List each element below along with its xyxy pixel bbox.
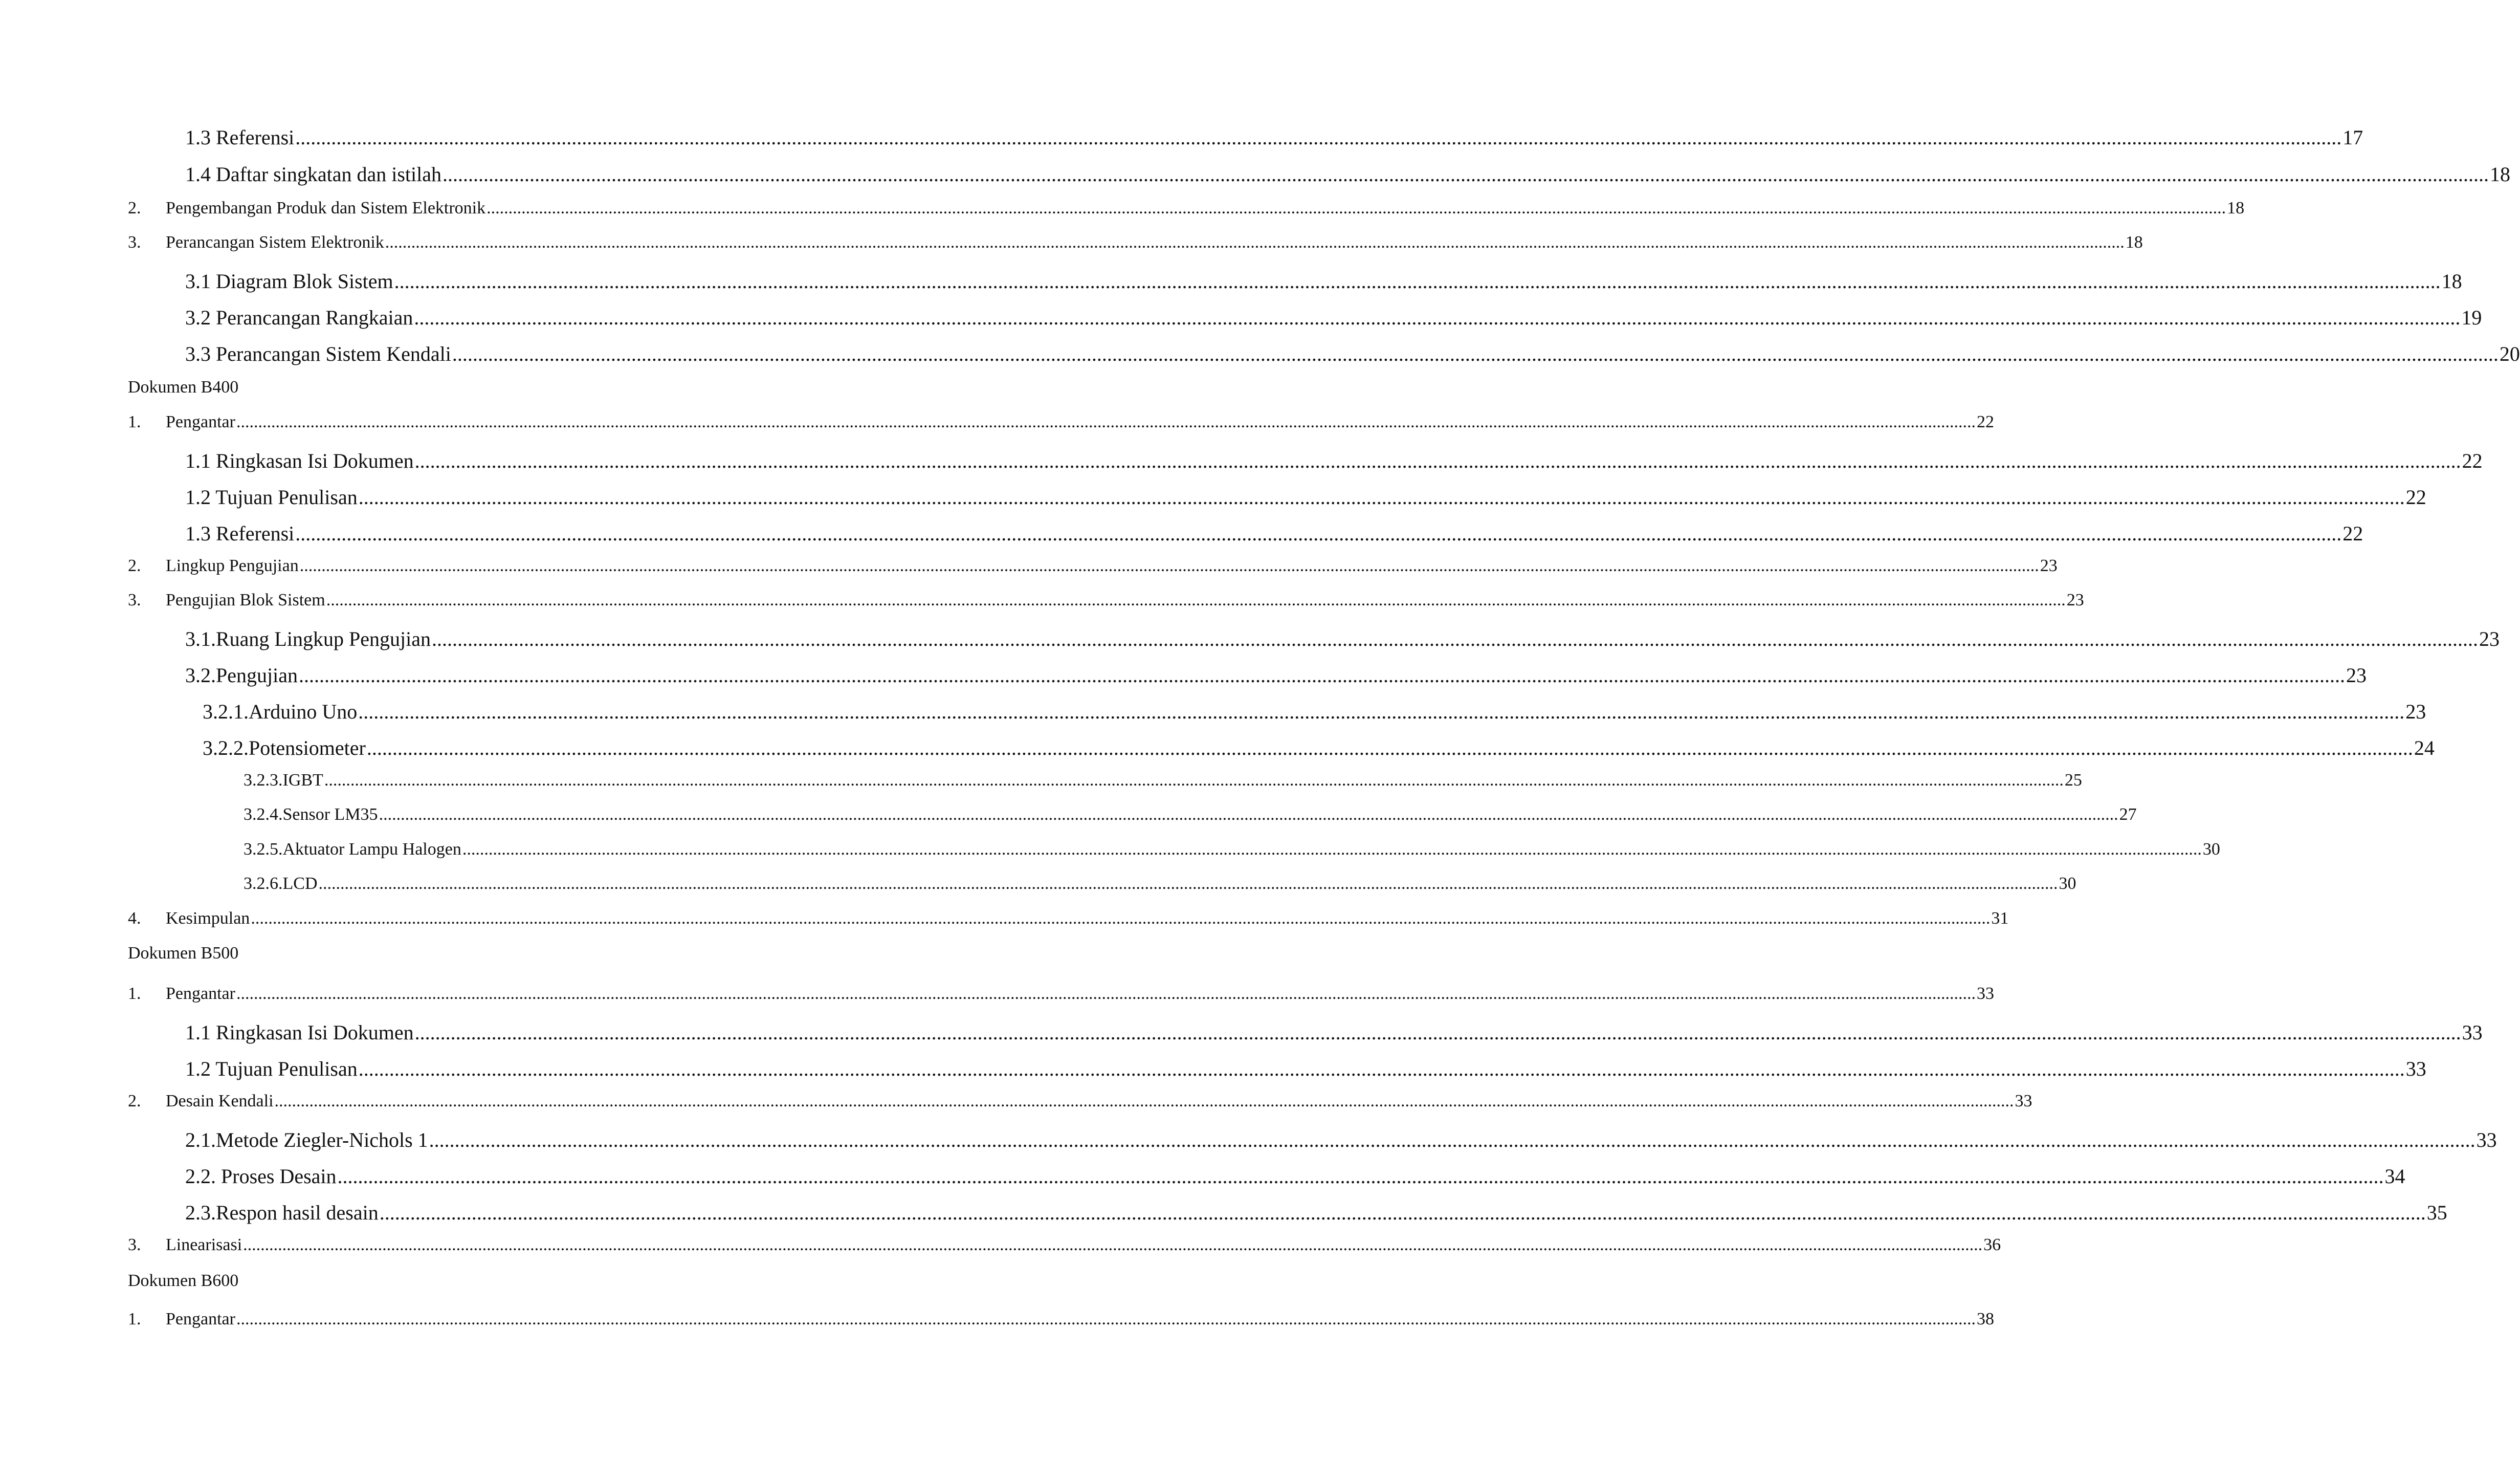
toc-entry-number: 3. [128, 233, 141, 252]
toc-entry-page-number: 34 [2384, 1165, 2405, 1188]
toc-entry-title: 3.2.5.Aktuator Lampu Halogen [244, 840, 461, 859]
dot-leader: ................................................................................................................................................................................................................................................................................................................................................................................................................ [243, 1235, 1983, 1254]
toc-entry-title: 1.2 Tujuan Penulisan [185, 486, 358, 509]
dot-leader: ................................................................................................................................................................................................................................................................................................................................................................................................................ [414, 449, 2461, 472]
dot-leader: ................................................................................................................................................................................................................................................................................................................................................................................................................ [366, 736, 2413, 759]
toc-entry[interactable] [0, 1235, 2001, 1255]
dot-leader: ................................................................................................................................................................................................................................................................................................................................................................................................................ [394, 270, 2441, 293]
toc-entry-page-number: 18 [2489, 163, 2510, 186]
toc-entry-title: 1.1 Ringkasan Isi Dokumen [185, 449, 414, 472]
toc-entry-number: 4. [128, 909, 141, 928]
dot-leader: ................................................................................................................................................................................................................................................................................................................................................................................................................ [274, 1092, 2014, 1110]
dot-leader: ................................................................................................................................................................................................................................................................................................................................................................................................................ [358, 486, 2405, 509]
toc-entry-page-number: 18 [2227, 199, 2245, 217]
dot-leader: ................................................................................................................................................................................................................................................................................................................................................................................................................ [414, 306, 2461, 329]
dot-leader: ................................................................................................................................................................................................................................................................................................................................................................................................................ [295, 126, 2342, 149]
toc-entry-title: 2.2. Proses Desain [185, 1165, 337, 1188]
toc-entry[interactable] [0, 162, 2510, 186]
toc-entry[interactable] [0, 874, 2076, 893]
toc-entry-page-number: 23 [2479, 627, 2500, 650]
toc-entry[interactable] [0, 771, 2082, 790]
toc-entry-title: Desain Kendali [166, 1092, 274, 1110]
toc-entry[interactable] [0, 1020, 2483, 1044]
toc-entry-title: 3.2.1.Arduino Uno [203, 700, 358, 723]
toc-entry-number: 1. [128, 984, 141, 1003]
toc-entry-title: Pengantar [166, 1310, 235, 1328]
toc-entry-page-number: 22 [2462, 449, 2483, 472]
toc-entry[interactable] [0, 306, 2482, 330]
toc-entry-title: 3.2.4.Sensor LM35 [244, 805, 378, 824]
toc-entry-page-number: 23 [2066, 591, 2084, 609]
toc-entry-title: 1.1 Ringkasan Isi Dokumen [185, 1021, 414, 1044]
dot-leader: ................................................................................................................................................................................................................................................................................................................................................................................................................ [452, 342, 2499, 365]
toc-entry[interactable] [0, 1092, 2032, 1111]
toc-entry[interactable] [0, 1057, 2426, 1081]
toc-entry-title: Lingkup Pengujian [166, 556, 299, 575]
toc-entry-title: Pengujian Blok Sistem [166, 591, 325, 609]
toc-entry-title: 3.2.6.LCD [244, 874, 318, 893]
toc-entry[interactable] [0, 840, 2220, 859]
toc-entry-title: 2.3.Respon hasil desain [185, 1201, 379, 1224]
toc-entry-page-number: 23 [2405, 700, 2426, 723]
toc-entry-page-number: 18 [2125, 233, 2143, 252]
toc-entry[interactable] [0, 909, 2009, 928]
dot-leader: ................................................................................................................................................................................................................................................................................................................................................................................................................ [462, 840, 2202, 859]
toc-entry-page-number: 36 [1983, 1235, 2001, 1254]
toc-entry-page-number: 35 [2426, 1201, 2447, 1224]
toc-entry-title: Pengembangan Produk dan Sistem Elektronik [166, 199, 486, 217]
toc-entry-title: 1.3 Referensi [185, 522, 295, 545]
dot-leader: ................................................................................................................................................................................................................................................................................................................................................................................................................ [337, 1165, 2384, 1188]
toc-entry-page-number: 33 [2405, 1057, 2426, 1080]
toc-section-heading: Dokumen B400 [128, 378, 239, 397]
toc-entry[interactable] [0, 269, 2462, 293]
toc-entry-page-number: 24 [2414, 736, 2435, 759]
toc-entry-page-number: 22 [2342, 522, 2363, 545]
toc-entry-title: 3.1 Diagram Blok Sistem [185, 270, 393, 293]
toc-entry[interactable] [0, 984, 1994, 1004]
toc-entry-page-number: 27 [2119, 805, 2137, 824]
dot-leader: ................................................................................................................................................................................................................................................................................................................................................................................................................ [236, 984, 1976, 1003]
dot-leader: ................................................................................................................................................................................................................................................................................................................................................................................................................ [442, 163, 2489, 186]
dot-leader: ................................................................................................................................................................................................................................................................................................................................................................................................................ [358, 700, 2405, 723]
toc-entry-title: 3.2.2.Potensiometer [203, 736, 366, 759]
toc-entry-page-number: 33 [1976, 984, 1994, 1003]
toc-entry-page-number: 33 [2476, 1128, 2497, 1151]
toc-entry-page-number: 23 [2040, 556, 2058, 575]
toc-entry-page-number: 31 [1991, 909, 2009, 928]
dot-leader: ................................................................................................................................................................................................................................................................................................................................................................................................................ [429, 1128, 2475, 1151]
toc-entry[interactable] [0, 663, 2367, 687]
toc-entry-page-number: 30 [2202, 840, 2220, 859]
dot-leader: ................................................................................................................................................................................................................................................................................................................................................................................................................ [324, 771, 2064, 790]
toc-entry[interactable] [0, 342, 2520, 366]
dot-leader: ................................................................................................................................................................................................................................................................................................................................................................................................................ [385, 233, 2125, 252]
toc-entry-page-number: 33 [2462, 1021, 2483, 1044]
toc-entry-number: 3. [128, 591, 141, 609]
dot-leader: ................................................................................................................................................................................................................................................................................................................................................................................................................ [431, 627, 2478, 650]
toc-entry-number: 3. [128, 1235, 141, 1254]
toc-entry-page-number: 18 [2441, 270, 2462, 293]
dot-leader: ................................................................................................................................................................................................................................................................................................................................................................................................................ [326, 591, 2066, 609]
toc-entry-title: 1.3 Referensi [185, 126, 295, 149]
toc-entry-title: 3.2 Perancangan Rangkaian [185, 306, 413, 329]
toc-entry[interactable] [0, 412, 1994, 432]
toc-entry-title: Linearisasi [166, 1235, 242, 1254]
toc-entry[interactable] [0, 1201, 2447, 1225]
toc-entry-page-number: 33 [2015, 1092, 2032, 1110]
toc-entry[interactable] [0, 700, 2426, 724]
toc-entry-page-number: 17 [2342, 126, 2363, 149]
toc-section-heading: Dokumen B600 [128, 1271, 239, 1290]
dot-leader: ................................................................................................................................................................................................................................................................................................................................................................................................................ [414, 1021, 2461, 1044]
toc-entry-number: 2. [128, 556, 141, 575]
toc-entry[interactable] [0, 736, 2435, 760]
toc-entry-title: Perancangan Sistem Elektronik [166, 233, 384, 252]
dot-leader: ................................................................................................................................................................................................................................................................................................................................................................................................................ [358, 1057, 2405, 1080]
toc-entry[interactable] [0, 556, 2058, 576]
toc-entry-number: 2. [128, 199, 141, 217]
toc-entry[interactable] [0, 125, 2363, 149]
toc-entry-page-number: 38 [1976, 1310, 1994, 1328]
toc-entry-title: 1.2 Tujuan Penulisan [185, 1057, 358, 1080]
toc-entry-page-number: 30 [2059, 874, 2076, 893]
toc-entry-title: 3.2.Pengujian [185, 664, 298, 687]
dot-leader: ................................................................................................................................................................................................................................................................................................................................................................................................................ [379, 805, 2118, 824]
toc-entry[interactable] [0, 521, 2363, 546]
toc-entry-title: Kesimpulan [166, 909, 250, 928]
dot-leader: ................................................................................................................................................................................................................................................................................................................................................................................................................ [251, 909, 1991, 928]
toc-entry-title: 3.3 Perancangan Sistem Kendali [185, 342, 451, 365]
toc-entry[interactable] [0, 199, 2245, 218]
toc-entry-title: 1.4 Daftar singkatan dan istilah [185, 163, 441, 186]
toc-entry[interactable] [0, 449, 2483, 473]
dot-leader: ................................................................................................................................................................................................................................................................................................................................................................................................................ [298, 664, 2345, 687]
toc-entry-title: 2.1.Metode Ziegler-Nichols 1 [185, 1128, 428, 1151]
toc-entry-page-number: 22 [1976, 412, 1994, 431]
toc-entry[interactable] [0, 1128, 2497, 1152]
toc-entry[interactable] [0, 591, 2084, 610]
toc-entry[interactable] [0, 805, 2137, 824]
toc-entry-page-number: 25 [2064, 771, 2082, 790]
toc-entry[interactable] [0, 233, 2143, 252]
dot-leader: ................................................................................................................................................................................................................................................................................................................................................................................................................ [236, 412, 1976, 431]
dot-leader: ................................................................................................................................................................................................................................................................................................................................................................................................................ [379, 1201, 2426, 1224]
toc-entry-page-number: 22 [2405, 486, 2426, 509]
toc-entry-title: Pengantar [166, 984, 235, 1003]
toc-entry-number: 2. [128, 1092, 141, 1110]
toc-entry-title: Pengantar [166, 412, 235, 431]
toc-entry[interactable] [0, 1164, 2405, 1188]
dot-leader: ................................................................................................................................................................................................................................................................................................................................................................................................................ [318, 874, 2058, 893]
toc-entry-number: 1. [128, 412, 141, 431]
toc-entry[interactable] [0, 485, 2426, 509]
toc-entry-title: 3.1.Ruang Lingkup Pengujian [185, 627, 431, 650]
toc-entry-title: 3.2.3.IGBT [244, 771, 323, 790]
toc-entry-page-number: 20 [2499, 342, 2520, 365]
toc-entry[interactable] [0, 1310, 1994, 1329]
toc-entry[interactable] [0, 627, 2500, 651]
toc-section-heading: Dokumen B500 [128, 944, 239, 963]
dot-leader: ................................................................................................................................................................................................................................................................................................................................................................................................................ [236, 1310, 1976, 1328]
toc-entry-page-number: 23 [2346, 664, 2367, 687]
toc-entry-page-number: 19 [2461, 306, 2482, 329]
dot-leader: ................................................................................................................................................................................................................................................................................................................................................................................................................ [299, 556, 2039, 575]
dot-leader: ................................................................................................................................................................................................................................................................................................................................................................................................................ [487, 199, 2226, 217]
dot-leader: ................................................................................................................................................................................................................................................................................................................................................................................................................ [295, 522, 2342, 545]
toc-entry-number: 1. [128, 1310, 141, 1328]
